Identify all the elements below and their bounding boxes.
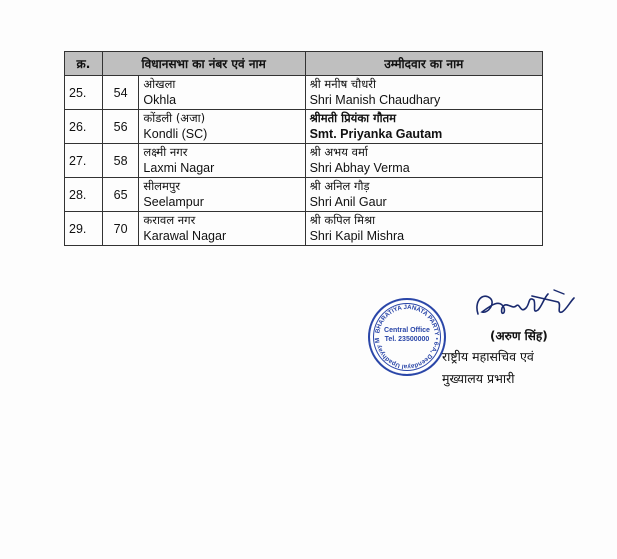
candidate-name-english: Shri Kapil Mishra [309,229,405,243]
row-candidate [305,110,542,144]
row-serial: 25. [65,76,103,110]
constituency-name-hindi: लक्ष्मी नगर [143,145,188,159]
constituency-name-english: Kondli (SC) [143,127,208,141]
constituency-name-english: Okhla [143,93,177,107]
row-constituency-name [139,76,305,110]
row-candidate [305,144,542,178]
row-candidate [305,178,542,212]
signatory-title-line2: मुख्यालय प्रभारी [442,371,515,386]
stamp-office: Central Office [384,327,430,334]
row-serial: 26. [65,110,103,144]
header-candidate: उम्मीदवार का नाम [305,52,542,76]
row-constituency-name [139,144,305,178]
row-constituency-name [139,212,305,246]
row-constituency-number: 54 [102,76,139,110]
stamp-ring-text: BHARATIYA JANATA PARTY • 6-A, Deendayal Upadhyay M [373,303,441,371]
stamp-center [384,326,430,344]
stamp-tel: Tel. 23500000 [384,336,430,343]
party-office-stamp [368,298,446,376]
row-constituency-name [139,178,305,212]
table-row [65,76,543,110]
candidate-name-hindi: श्री मनीष चौधरी [309,77,376,91]
candidate-name-english: Shri Manish Chaudhary [309,93,441,107]
candidate-name-english: Shri Anil Gaur [309,195,387,209]
candidate-name-hindi: श्री अनिल गौड़ [309,179,370,193]
candidate-table [64,51,543,246]
header-serial: क्र. [65,52,103,76]
table-row [65,144,543,178]
row-candidate [305,76,542,110]
constituency-name-hindi: करावल नगर [143,213,196,227]
row-candidate [305,212,542,246]
row-constituency-number: 56 [102,110,139,144]
signatory-title-line1: राष्ट्रीय महासचिव एवं [442,349,534,364]
candidate-name-hindi: श्रीमती प्रियंका गौतम [309,111,397,125]
constituency-name-hindi: ओखला [143,77,176,91]
row-constituency-name [139,110,305,144]
candidate-name-hindi: श्री अभय वर्मा [309,145,368,159]
table-row [65,212,543,246]
header-constituency: विधानसभा का नंबर एवं नाम [102,52,305,76]
signatory-title [442,346,572,390]
signatory-name: (अरुण सिंह) [490,329,548,343]
constituency-name-english: Karawal Nagar [143,229,227,243]
table-header-row [65,52,543,76]
table-row [65,178,543,212]
row-constituency-number: 65 [102,178,139,212]
handwritten-signature [470,284,580,328]
row-constituency-number: 70 [102,212,139,246]
candidate-name-english: Shri Abhay Verma [309,161,410,175]
row-serial: 27. [65,144,103,178]
row-serial: 28. [65,178,103,212]
row-serial: 29. [65,212,103,246]
constituency-name-english: Seelampur [143,195,204,209]
candidate-name-hindi: श्री कपिल मिश्रा [309,213,376,227]
row-constituency-number: 58 [102,144,139,178]
constituency-name-hindi: सीलमपुर [143,179,181,193]
constituency-name-english: Laxmi Nagar [143,161,215,175]
table-row [65,110,543,144]
candidate-name-english: Smt. Priyanka Gautam [309,127,443,141]
constituency-name-hindi: कोंडली (अजा) [143,111,206,125]
